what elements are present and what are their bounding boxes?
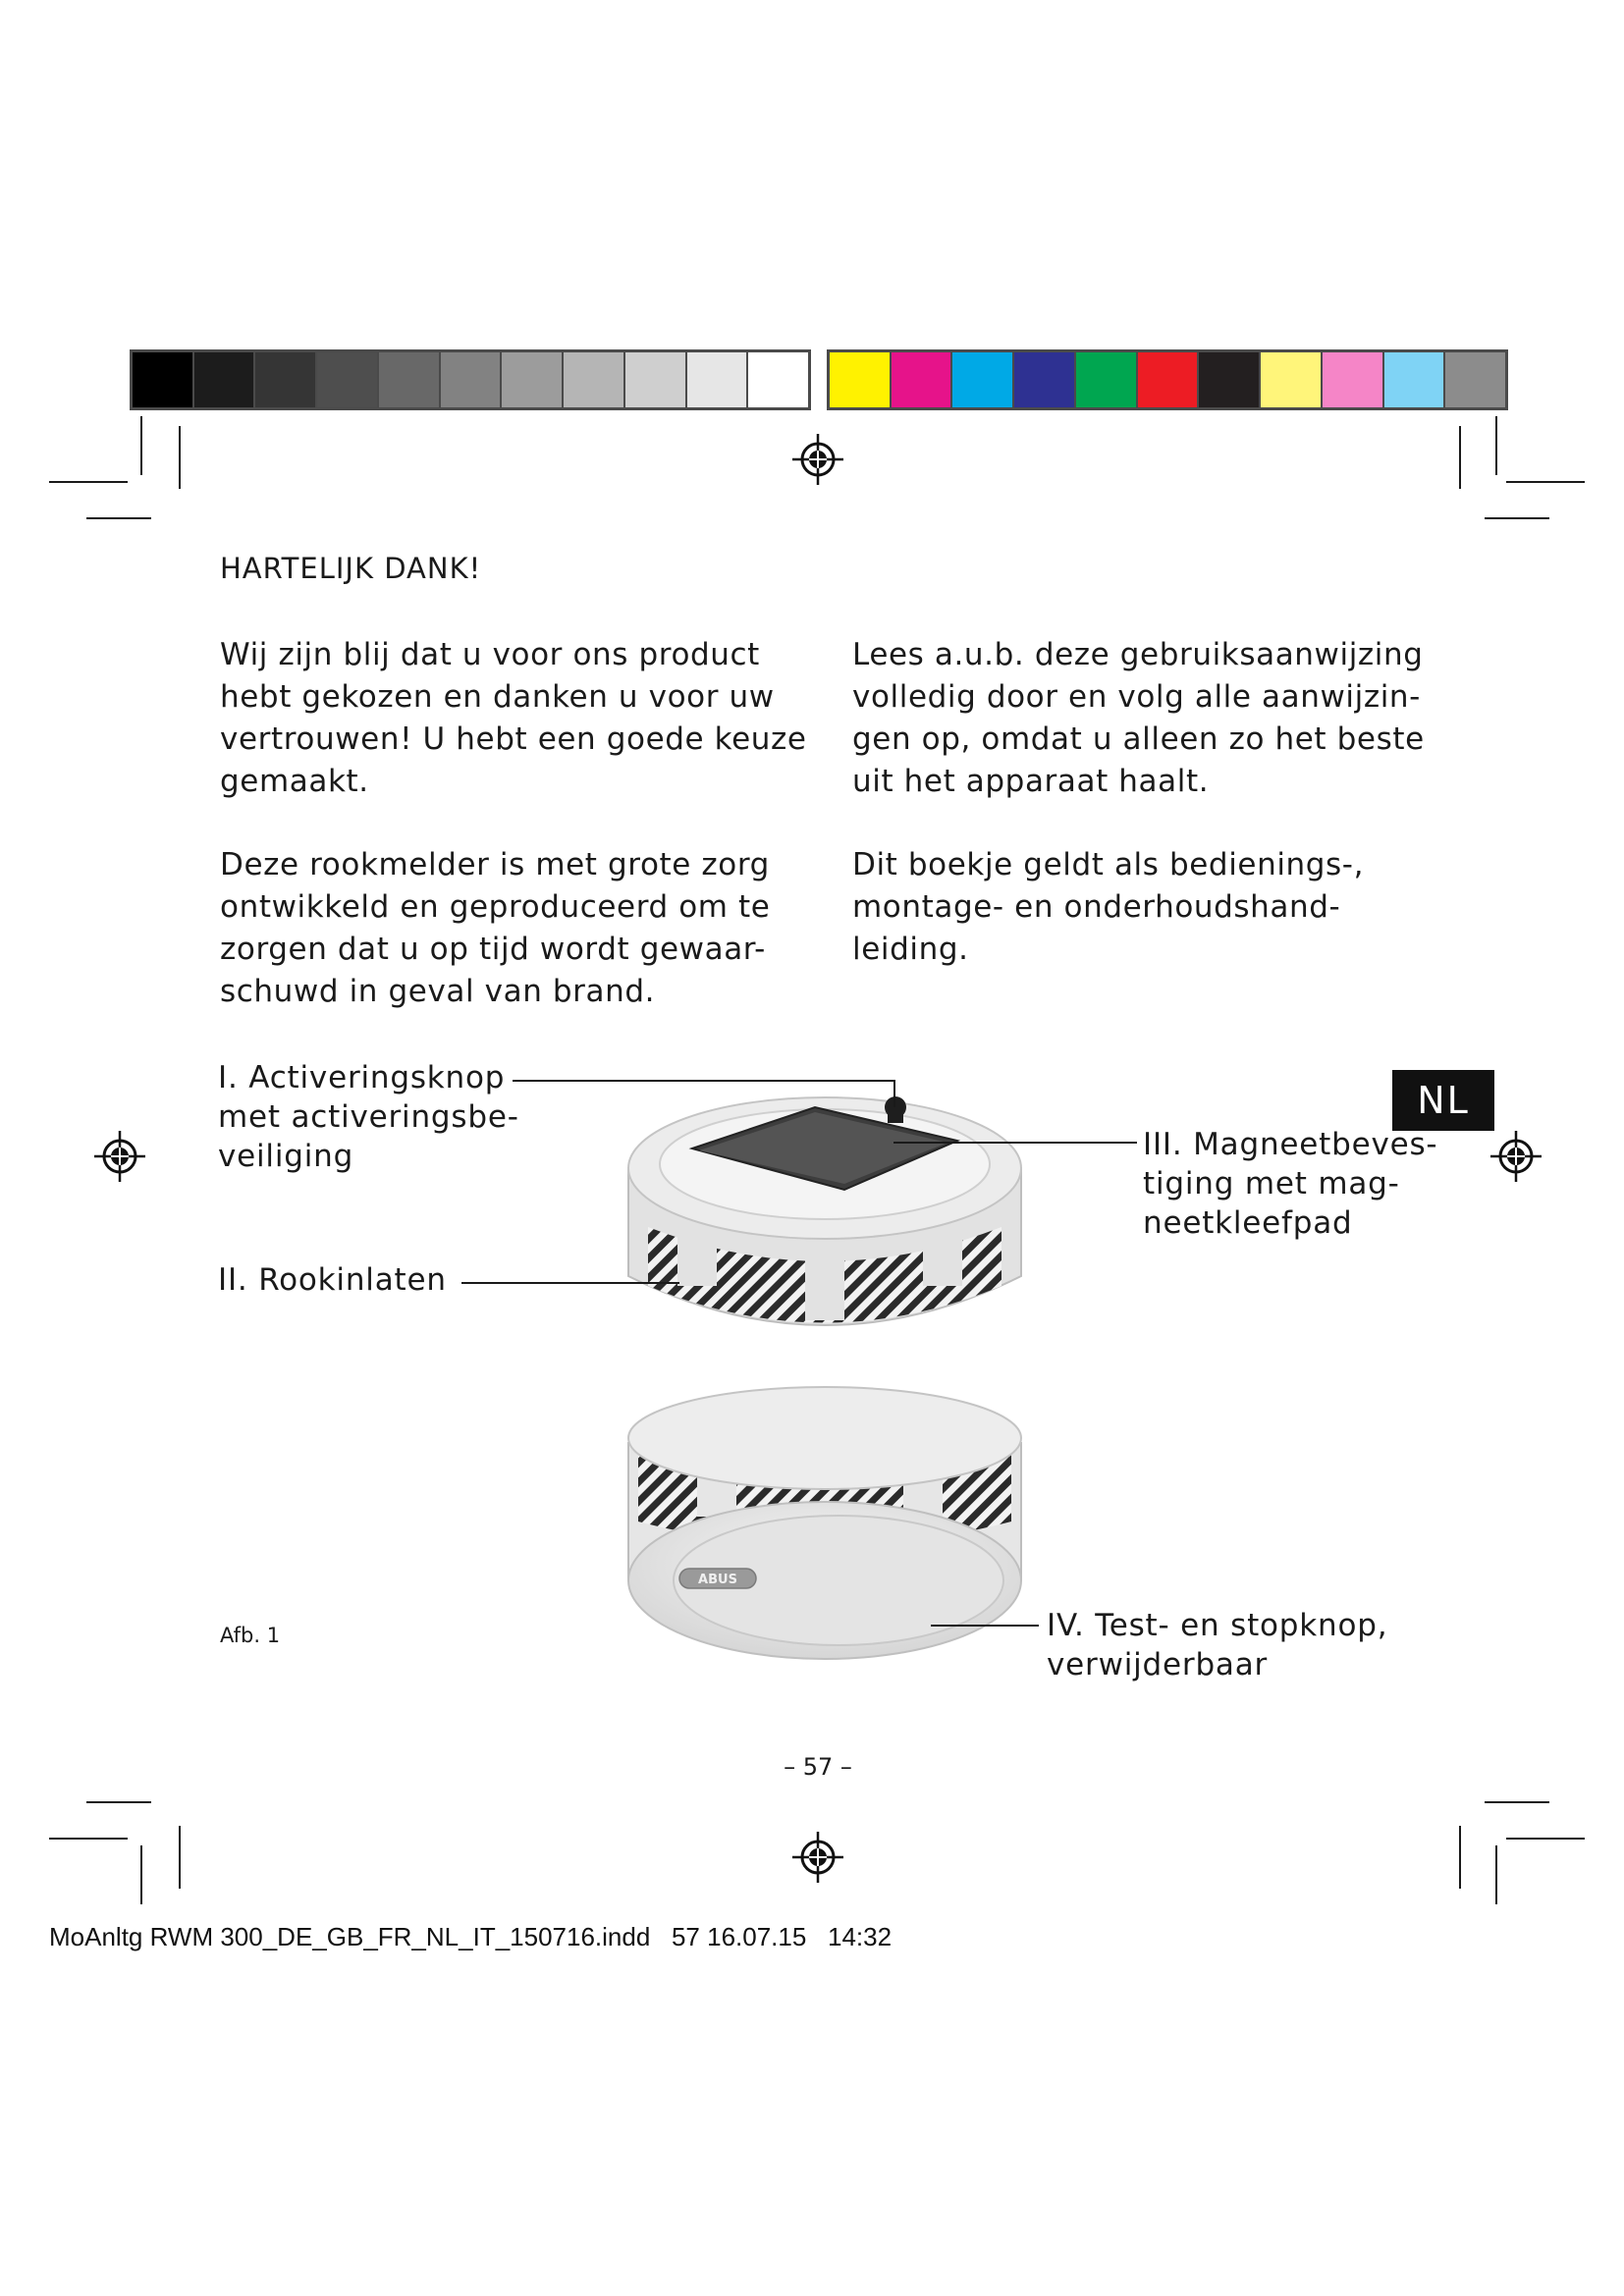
color-swatch xyxy=(1199,352,1261,407)
print-slug: MoAnltg RWM 300_DE_GB_FR_NL_IT_150716.indd 57 16.07.15 14:32 xyxy=(49,1922,893,1951)
crop-mark xyxy=(1506,481,1585,483)
color-swatch xyxy=(687,352,749,407)
detector-base-unit xyxy=(628,1096,1021,1325)
brand-logo: ABUS xyxy=(698,1573,737,1587)
crop-mark xyxy=(1459,1826,1461,1889)
color-swatch xyxy=(502,352,564,407)
crop-mark xyxy=(1506,1838,1585,1840)
crop-mark xyxy=(1485,517,1549,519)
crop-mark xyxy=(49,481,128,483)
color-swatch xyxy=(1138,352,1200,407)
intro-left-paragraph-2: Deze rookmelder is met grote zorg ontwikkeld en geproduceerd om te zorgen dat u op tijd wordt gewaar- schuwd in geval van brand. xyxy=(220,847,771,1009)
leader-line-activation-button xyxy=(893,1080,895,1107)
crop-mark xyxy=(140,1845,142,1904)
crop-mark xyxy=(140,416,142,475)
color-swatch xyxy=(379,352,441,407)
color-swatch xyxy=(1076,352,1138,407)
label-magnet-mount: III. Magneetbeves- tiging met mag- neetkleefpad xyxy=(1143,1127,1438,1241)
grayscale-color-bar xyxy=(130,349,811,410)
color-swatch xyxy=(1261,352,1323,407)
label-activation-button: I. Activeringsknop met activeringsbe- veiliging xyxy=(218,1060,519,1174)
crop-mark xyxy=(179,1826,181,1889)
detector-cover xyxy=(628,1387,1021,1659)
registration-mark-right xyxy=(1489,1129,1543,1184)
page-number: – 57 – xyxy=(784,1753,852,1781)
registration-mark-left xyxy=(92,1129,147,1184)
intro-left-paragraph-1: Wij zijn blij dat u voor ons product hebt gekozen en danken u voor uw vertrouwen! U hebt een goede keuze gemaakt. xyxy=(220,637,807,799)
leader-line-activation-button xyxy=(513,1080,895,1082)
crop-mark xyxy=(49,1838,128,1840)
crop-mark xyxy=(86,1801,151,1803)
leader-line-smoke-inlets xyxy=(461,1282,679,1284)
smoke-detector-illustration xyxy=(609,1060,1041,1669)
color-swatch xyxy=(441,352,503,407)
color-swatch xyxy=(194,352,256,407)
registration-mark-bottom xyxy=(790,1830,845,1885)
crop-mark xyxy=(1459,426,1461,489)
crop-mark xyxy=(1495,416,1497,475)
page-heading: HARTELIJK DANK! xyxy=(220,552,482,585)
color-swatch xyxy=(133,352,194,407)
crop-mark xyxy=(1485,1801,1549,1803)
crop-mark xyxy=(179,426,181,489)
crop-mark xyxy=(86,517,151,519)
color-swatch xyxy=(317,352,379,407)
color-swatch xyxy=(625,352,687,407)
color-swatch xyxy=(892,352,953,407)
leader-line-magnet-mount xyxy=(893,1142,1137,1144)
color-swatch xyxy=(1384,352,1446,407)
label-test-stop-button: IV. Test- en stopknop, verwijderbaar xyxy=(1047,1608,1388,1682)
process-color-bar xyxy=(827,349,1508,410)
color-swatch xyxy=(564,352,625,407)
figure-caption: Afb. 1 xyxy=(220,1624,281,1647)
color-swatch xyxy=(255,352,317,407)
color-swatch xyxy=(1014,352,1076,407)
color-swatch xyxy=(952,352,1014,407)
color-swatch xyxy=(748,352,808,407)
color-swatch xyxy=(830,352,892,407)
language-tab: NL xyxy=(1392,1070,1494,1131)
registration-mark-top xyxy=(790,432,845,487)
intro-right-paragraph-1: Lees a.u.b. deze gebruiksaanwijzing volledig door en volg alle aanwijzin- gen op, omdat u alleen zo het beste uit het apparaat haalt. xyxy=(852,637,1425,799)
label-smoke-inlets: II. Rookinlaten xyxy=(218,1262,447,1298)
color-swatch xyxy=(1445,352,1505,407)
intro-right-paragraph-2: Dit boekje geldt als bedienings-, montage- en onderhoudshand- leiding. xyxy=(852,847,1365,967)
leader-line-test-button xyxy=(931,1625,1039,1627)
color-swatch xyxy=(1323,352,1384,407)
crop-mark xyxy=(1495,1845,1497,1904)
